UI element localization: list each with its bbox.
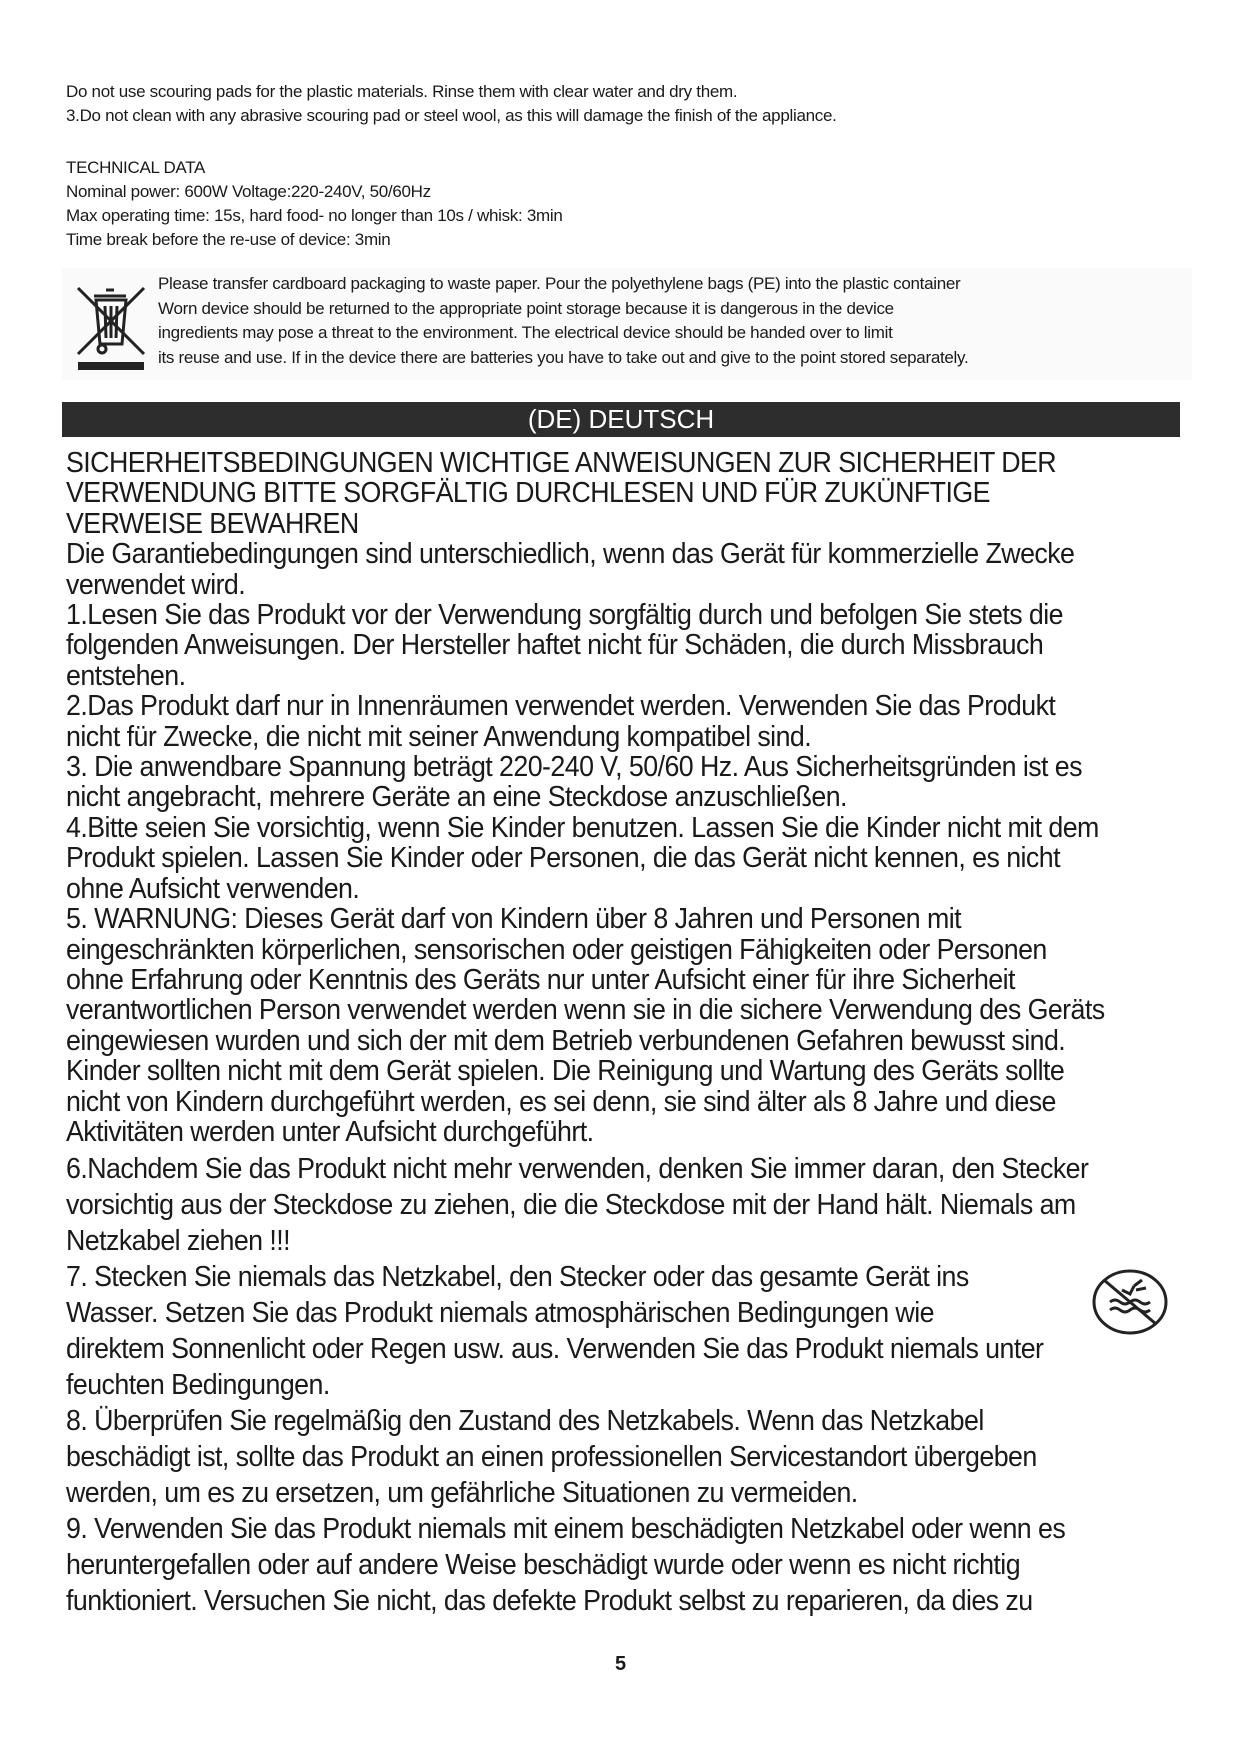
text-line: heruntergefallen oder auf andere Weise beschädigt wurde oder wenn es nicht richtig — [66, 1549, 1021, 1582]
recycling-line: its reuse and use. If in the device there are batteries you have to take out and give to the point stored separately. — [158, 347, 969, 367]
text-line: vorsichtig aus der Steckdose zu ziehen, die die Steckdose mit der Hand hält. Niemals am — [66, 1189, 1076, 1222]
page-number: 5 — [614, 1653, 627, 1675]
text-line: 7. Stecken Sie niemals das Netzkabel, den Stecker oder das gesamte Gerät ins — [66, 1261, 969, 1294]
recycling-line: Worn device should be returned to the appropriate point storage because it is dangerous in the device — [158, 298, 894, 318]
technical-data — [66, 156, 563, 252]
text-line: 2.Das Produkt darf nur in Innenräumen verwendet werden. Verwenden Sie das Produkt — [66, 690, 1056, 723]
text-line: feuchten Bedingungen. — [66, 1369, 330, 1402]
text-line: 1.Lesen Sie das Produkt vor der Verwendung sorgfältig durch und befolgen Sie stets die — [66, 599, 1063, 632]
german-safety-text — [66, 448, 1119, 1619]
text-line: Aktivitäten werden unter Aufsicht durchgeführt. — [66, 1115, 594, 1148]
text-line: Produkt spielen. Lassen Sie Kinder oder Personen, die das Gerät nicht kennen, es nicht — [66, 842, 1060, 875]
text-line: folgenden Anweisungen. Der Hersteller haftet nicht für Schäden, die durch Missbrauch — [66, 629, 1044, 662]
text-line: eingeschränkten körperlichen, sensorischen oder geistigen Fähigkeiten oder Personen — [66, 933, 1047, 966]
text-line: 5. WARNUNG: Dieses Gerät darf von Kindern über 8 Jahren und Personen mit — [66, 903, 961, 936]
text-line: ohne Erfahrung oder Kenntnis des Geräts nur unter Aufsicht einer für ihre Sicherheit — [66, 963, 1015, 996]
text-line: nicht von Kindern durchgeführt werden, es sei denn, sie sind älter als 8 Jahre und diese — [66, 1085, 1056, 1118]
text-line: Die Garantiebedingungen sind unterschiedlich, wenn das Gerät für kommerzielle Zwecke — [66, 538, 1075, 571]
technical-line: Time break before the re-use of device: 3min — [66, 230, 391, 249]
recycling-line: Please transfer cardboard packaging to waste paper. Pour the polyethylene bags (PE) into the plastic container — [158, 274, 961, 293]
intro-text — [66, 80, 837, 128]
technical-line: Nominal power: 600W Voltage:220-240V, 50/60Hz — [66, 182, 431, 201]
text-line: 6.Nachdem Sie das Produkt nicht mehr verwenden, denken Sie immer daran, den Stecker — [66, 1153, 1089, 1186]
recycling-text — [158, 272, 968, 370]
text-line: funktioniert. Versuchen Sie nicht, das defekte Produkt selbst zu reparieren, da dies zu — [66, 1585, 1033, 1618]
no-immersion-in-water-icon — [1090, 1268, 1170, 1336]
text-line: nicht für Zwecke, die nicht mit seiner Anwendung kompatibel sind. — [66, 720, 812, 753]
text-line: direktem Sonnenlicht oder Regen usw. aus. Verwenden Sie das Produkt niemals unter — [66, 1333, 1044, 1366]
text-line: 3. Die anwendbare Spannung beträgt 220-240 V, 50/60 Hz. Aus Sicherheitsgründen ist es — [66, 751, 1082, 784]
text-line: Wasser. Setzen Sie das Produkt niemals atmosphärischen Bedingungen wie — [66, 1297, 934, 1330]
text-line: beschädigt ist, sollte das Produkt an einen professionellen Servicestandort übergeben — [66, 1441, 1037, 1474]
text-line: VERWEISE BEWAHREN — [66, 507, 359, 540]
intro-line: Do not use scouring pads for the plastic materials. Rinse them with clear water and dry them. — [66, 82, 738, 101]
text-line: VERWENDUNG BITTE SORGFÄLTIG DURCHLESEN UND FÜR ZUKÜNFTIGE — [66, 477, 990, 510]
text-line: Kinder sollten nicht mit dem Gerät spielen. Die Reinigung und Wartung des Geräts sollte — [66, 1055, 1065, 1088]
text-line: verantwortlichen Person verwendet werden wenn sie in die sichere Verwendung des Geräts — [66, 994, 1105, 1027]
text-line: Netzkabel ziehen !!! — [66, 1225, 291, 1258]
text-line: nicht angebracht, mehrere Geräte an eine Steckdose anzuschließen. — [66, 781, 847, 814]
text-line: entstehen. — [66, 659, 186, 692]
technical-heading: TECHNICAL DATA — [66, 158, 206, 177]
text-line: SICHERHEITSBEDINGUNGEN WICHTIGE ANWEISUNGEN ZUR SICHERHEIT DER — [66, 447, 1057, 479]
text-line: 4.Bitte seien Sie vorsichtig, wenn Sie Kinder benutzen. Lassen Sie die Kinder nicht mit dem — [66, 811, 1099, 844]
text-line: verwendet wird. — [66, 568, 246, 601]
language-header: (DE) DEUTSCH — [62, 402, 1180, 437]
recycling-notice — [62, 268, 1192, 380]
technical-line: Max operating time: 15s, hard food- no longer than 10s / whisk: 3min — [66, 206, 563, 225]
text-line: eingewiesen wurden und sich der mit dem Betrieb verbundenen Gefahren bewusst sind. — [66, 1024, 1066, 1057]
text-line: ohne Aufsicht verwenden. — [66, 872, 360, 905]
intro-line: 3.Do not clean with any abrasive scouring pad or steel wool, as this will damage the finish of the appliance. — [66, 106, 837, 125]
text-line: werden, um es zu ersetzen, um gefährliche Situationen zu vermeiden. — [66, 1477, 858, 1510]
crossed-out-wheelie-bin-icon — [74, 282, 148, 372]
text-line: 9. Verwenden Sie das Produkt niemals mit einem beschädigten Netzkabel oder wenn es — [66, 1513, 1066, 1546]
recycling-line: ingredients may pose a threat to the environment. The electrical device should be handed over to limit — [158, 323, 893, 342]
text-line: 8. Überprüfen Sie regelmäßig den Zustand des Netzkabels. Wenn das Netzkabel — [66, 1405, 984, 1438]
